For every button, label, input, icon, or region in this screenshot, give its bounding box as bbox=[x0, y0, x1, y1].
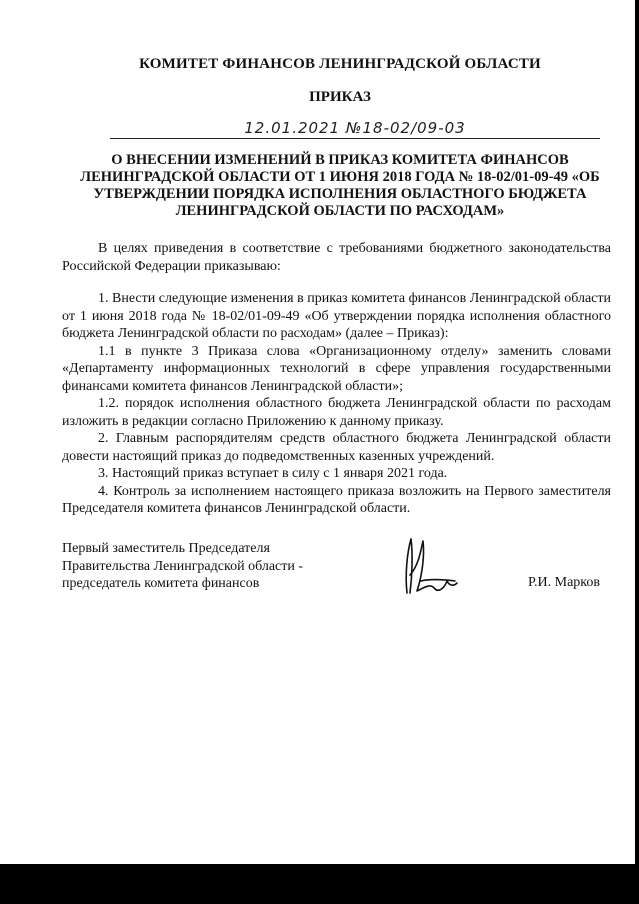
document-type-title: ПРИКАЗ bbox=[309, 89, 371, 105]
order-item: 1.2. порядок исполнения областного бюджета Ленинградской области по расходам изложить в редакции согласно Приложению к данному приказу. bbox=[62, 396, 611, 429]
scan-edge-right bbox=[635, 0, 639, 904]
order-item: 3. Настоящий приказ вступает в силу с 1 января 2021 года. bbox=[98, 466, 448, 481]
intro-paragraph bbox=[62, 240, 611, 275]
signatory-position-line: Первый заместитель Председателя bbox=[62, 541, 270, 556]
order-item: 1.1 в пункте 3 Приказа слова «Организационному отделу» заменить словами «Департаменту информационных технологий в сфере управления государственными финансами комитета финансов Ленинградской области»; bbox=[62, 343, 611, 394]
scan-edge-bottom bbox=[0, 864, 639, 904]
organization-header: КОМИТЕТ ФИНАНСОВ ЛЕНИНГРАДСКОЙ ОБЛАСТИ bbox=[139, 56, 541, 72]
signatory-position-line: председатель комитета финансов bbox=[62, 576, 260, 591]
signatory-name: Р.И. Марков bbox=[528, 575, 601, 590]
intro-text: В целях приведения в соответствие с требованиями бюджетного законодательства Российской Федерации приказываю: bbox=[62, 241, 611, 274]
signatory-position-line: Правительства Ленинградской области - bbox=[62, 558, 304, 574]
handwritten-order-number: 12.01.2021 №18-02/09-03 bbox=[244, 119, 466, 137]
order-subject: О ВНЕСЕНИИ ИЗМЕНЕНИЙ В ПРИКАЗ КОМИТЕТА ФИНАНСОВ ЛЕНИНГРАДСКОЙ ОБЛАСТИ ОТ 1 ИЮНЯ 2018 ГОДА № 18-02/01-09-49 «ОБ УТВЕРЖДЕНИИ ПОРЯДКА ИСПОЛНЕНИЯ ОБЛАСТНОГО БЮДЖЕТА ЛЕНИНГРАДСКОЙ ОБЛАСТИ ПО РАСХОДАМ» bbox=[80, 152, 600, 219]
order-item: 4. Контроль за исполнением настоящего приказа возложить на Первого заместителя Председателя комитета финансов Ленинградской области. bbox=[62, 483, 611, 516]
order-number-field bbox=[110, 118, 600, 140]
signatory-position bbox=[62, 540, 303, 593]
order-items bbox=[62, 290, 611, 518]
order-item: 2. Главным распорядителям средств областного бюджета Ленинградской области довести настоящий приказ до подведомственных казенных учреждений. bbox=[62, 431, 611, 464]
order-item: 1. Внести следующие изменения в приказ комитета финансов Ленинградской области от 1 июня 2018 года № 18-02/01-09-49 «Об утверждении порядка исполнения областного бюджета Ленинградской области по расходам» (далее – Приказ): bbox=[62, 291, 611, 341]
order-number-underline bbox=[110, 138, 600, 139]
handwritten-signature bbox=[395, 535, 465, 597]
